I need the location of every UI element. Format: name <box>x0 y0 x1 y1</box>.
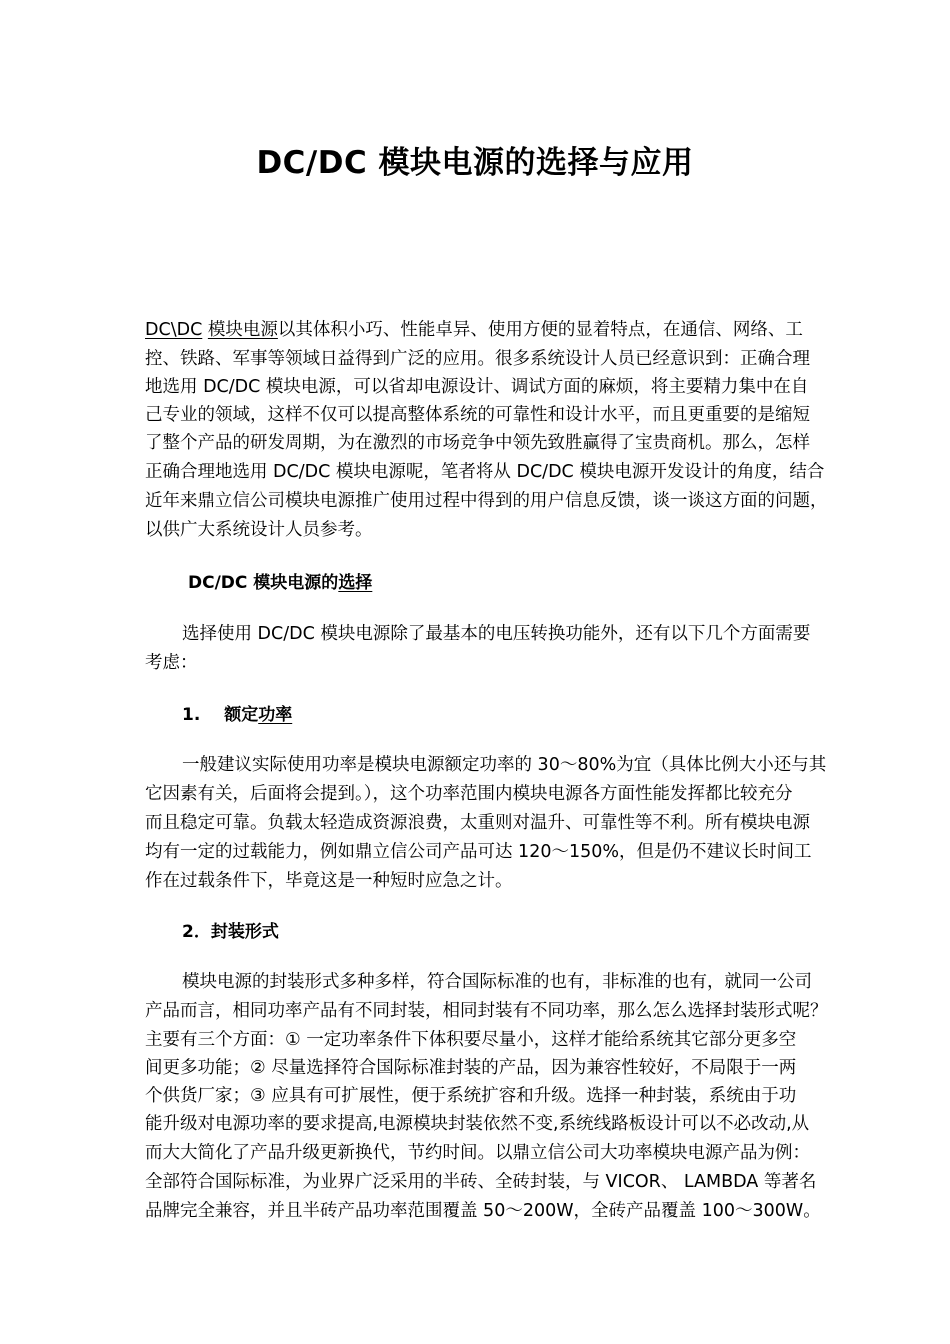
item1-line: 一般建议实际使用功率是模块电源额定功率的 30～80%为宜（具体比例大小还与其 <box>182 755 827 775</box>
intro-line: 控、铁路、军事等领域日益得到广泛的应用。很多系统设计人员已经意识到：正确合理 <box>145 349 810 369</box>
selection-link[interactable]: 选择 <box>338 573 373 593</box>
item2-heading: 2．封装形式 <box>182 922 279 942</box>
item2-line: 主要有三个方面：① 一定功率条件下体积要尽量小，这样才能给系统其它部分更多空 <box>145 1030 797 1050</box>
item2-line: 模块电源的封装形式多种多样，符合国际标准的也有，非标准的也有，就同一公司 <box>182 972 812 992</box>
module-power-link[interactable]: 模块电源 <box>207 320 278 340</box>
intro-line-1 <box>145 318 803 342</box>
intro-line-1-text: 以其体积小巧、性能卓异、使用方便的显着特点，在通信、网络、工 <box>277 320 803 340</box>
item2-line: 品牌完全兼容，并且半砖产品功率范围覆盖 50～200W，全砖产品覆盖 100～300W。 <box>145 1201 821 1221</box>
section-heading <box>188 571 372 595</box>
item1-heading <box>182 703 292 727</box>
intro-line: 以供广大系统设计人员参考。 <box>145 520 373 540</box>
dc-dc-link[interactable]: DC\DC <box>145 320 203 340</box>
item2-line: 个供货厂家；③ 应具有可扩展性，便于系统扩容和升级。选择一种封装，系统由于功 <box>145 1086 797 1106</box>
item1-line: 而且稳定可靠。负载太轻造成资源浪费，太重则对温升、可靠性等不利。所有模块电源 <box>145 813 810 833</box>
item1-number: 1. <box>182 705 201 725</box>
item2-line: 而大大简化了产品升级更新换代，节约时间。以鼎立信公司大功率模块电源产品为例： <box>145 1143 810 1163</box>
intro-line: 近年来鼎立信公司模块电源推广使用过程中得到的用户信息反馈，谈一谈这方面的问题， <box>145 491 828 511</box>
item2-line: 全部符合国际标准，为业界广泛采用的半砖、全砖封装，与 VICOR、 LAMBDA 等著名 <box>145 1172 817 1192</box>
section-intro-line: 选择使用 DC/DC 模块电源除了最基本的电压转换功能外，还有以下几个方面需要 <box>182 624 811 644</box>
intro-line: 正确合理地选用 DC/DC 模块电源呢，笔者将从 DC/DC 模块电源开发设计的角度，结合 <box>145 462 825 482</box>
item1-label-prefix: 额定 <box>224 705 259 725</box>
item2-line: 间更多功能；② 尽量选择符合国际标准封装的产品，因为兼容性较好，不局限于一两 <box>145 1058 797 1078</box>
item1-line: 均有一定的过载能力，例如鼎立信公司产品可达 120～150%，但是仍不建议长时间工 <box>145 842 812 862</box>
section-heading-prefix: DC/DC 模块电源的 <box>188 573 339 593</box>
power-link[interactable]: 功率 <box>258 705 293 725</box>
item1-line: 它因素有关，后面将会提到。），这个功率范围内模块电源各方面性能发挥都比较充分 <box>145 784 793 804</box>
item1-line: 作在过载条件下，毕竟这是一种短时应急之计。 <box>145 871 513 891</box>
item2-line: 产品而言，相同功率产品有不同封装，相同封装有不同功率，那么怎么选择封装形式呢？ <box>145 1001 828 1021</box>
intro-line: 地选用 DC/DC 模块电源，可以省却电源设计、调试方面的麻烦，将主要精力集中在自 <box>145 377 809 397</box>
intro-line: 己专业的领域，这样不仅可以提高整体系统的可靠性和设计水平，而且更重要的是缩短 <box>145 405 810 425</box>
page-title: DC/DC 模块电源的选择与应用 <box>256 145 694 181</box>
section-intro-line: 考虑： <box>145 653 198 673</box>
item2-line: 能升级对电源功率的要求提高,电源模块封装依然不变,系统线路板设计可以不必改动,从 <box>145 1114 810 1134</box>
intro-line: 了整个产品的研发周期，为在激烈的市场竞争中领先致胜赢得了宝贵商机。那么，怎样 <box>145 433 810 453</box>
